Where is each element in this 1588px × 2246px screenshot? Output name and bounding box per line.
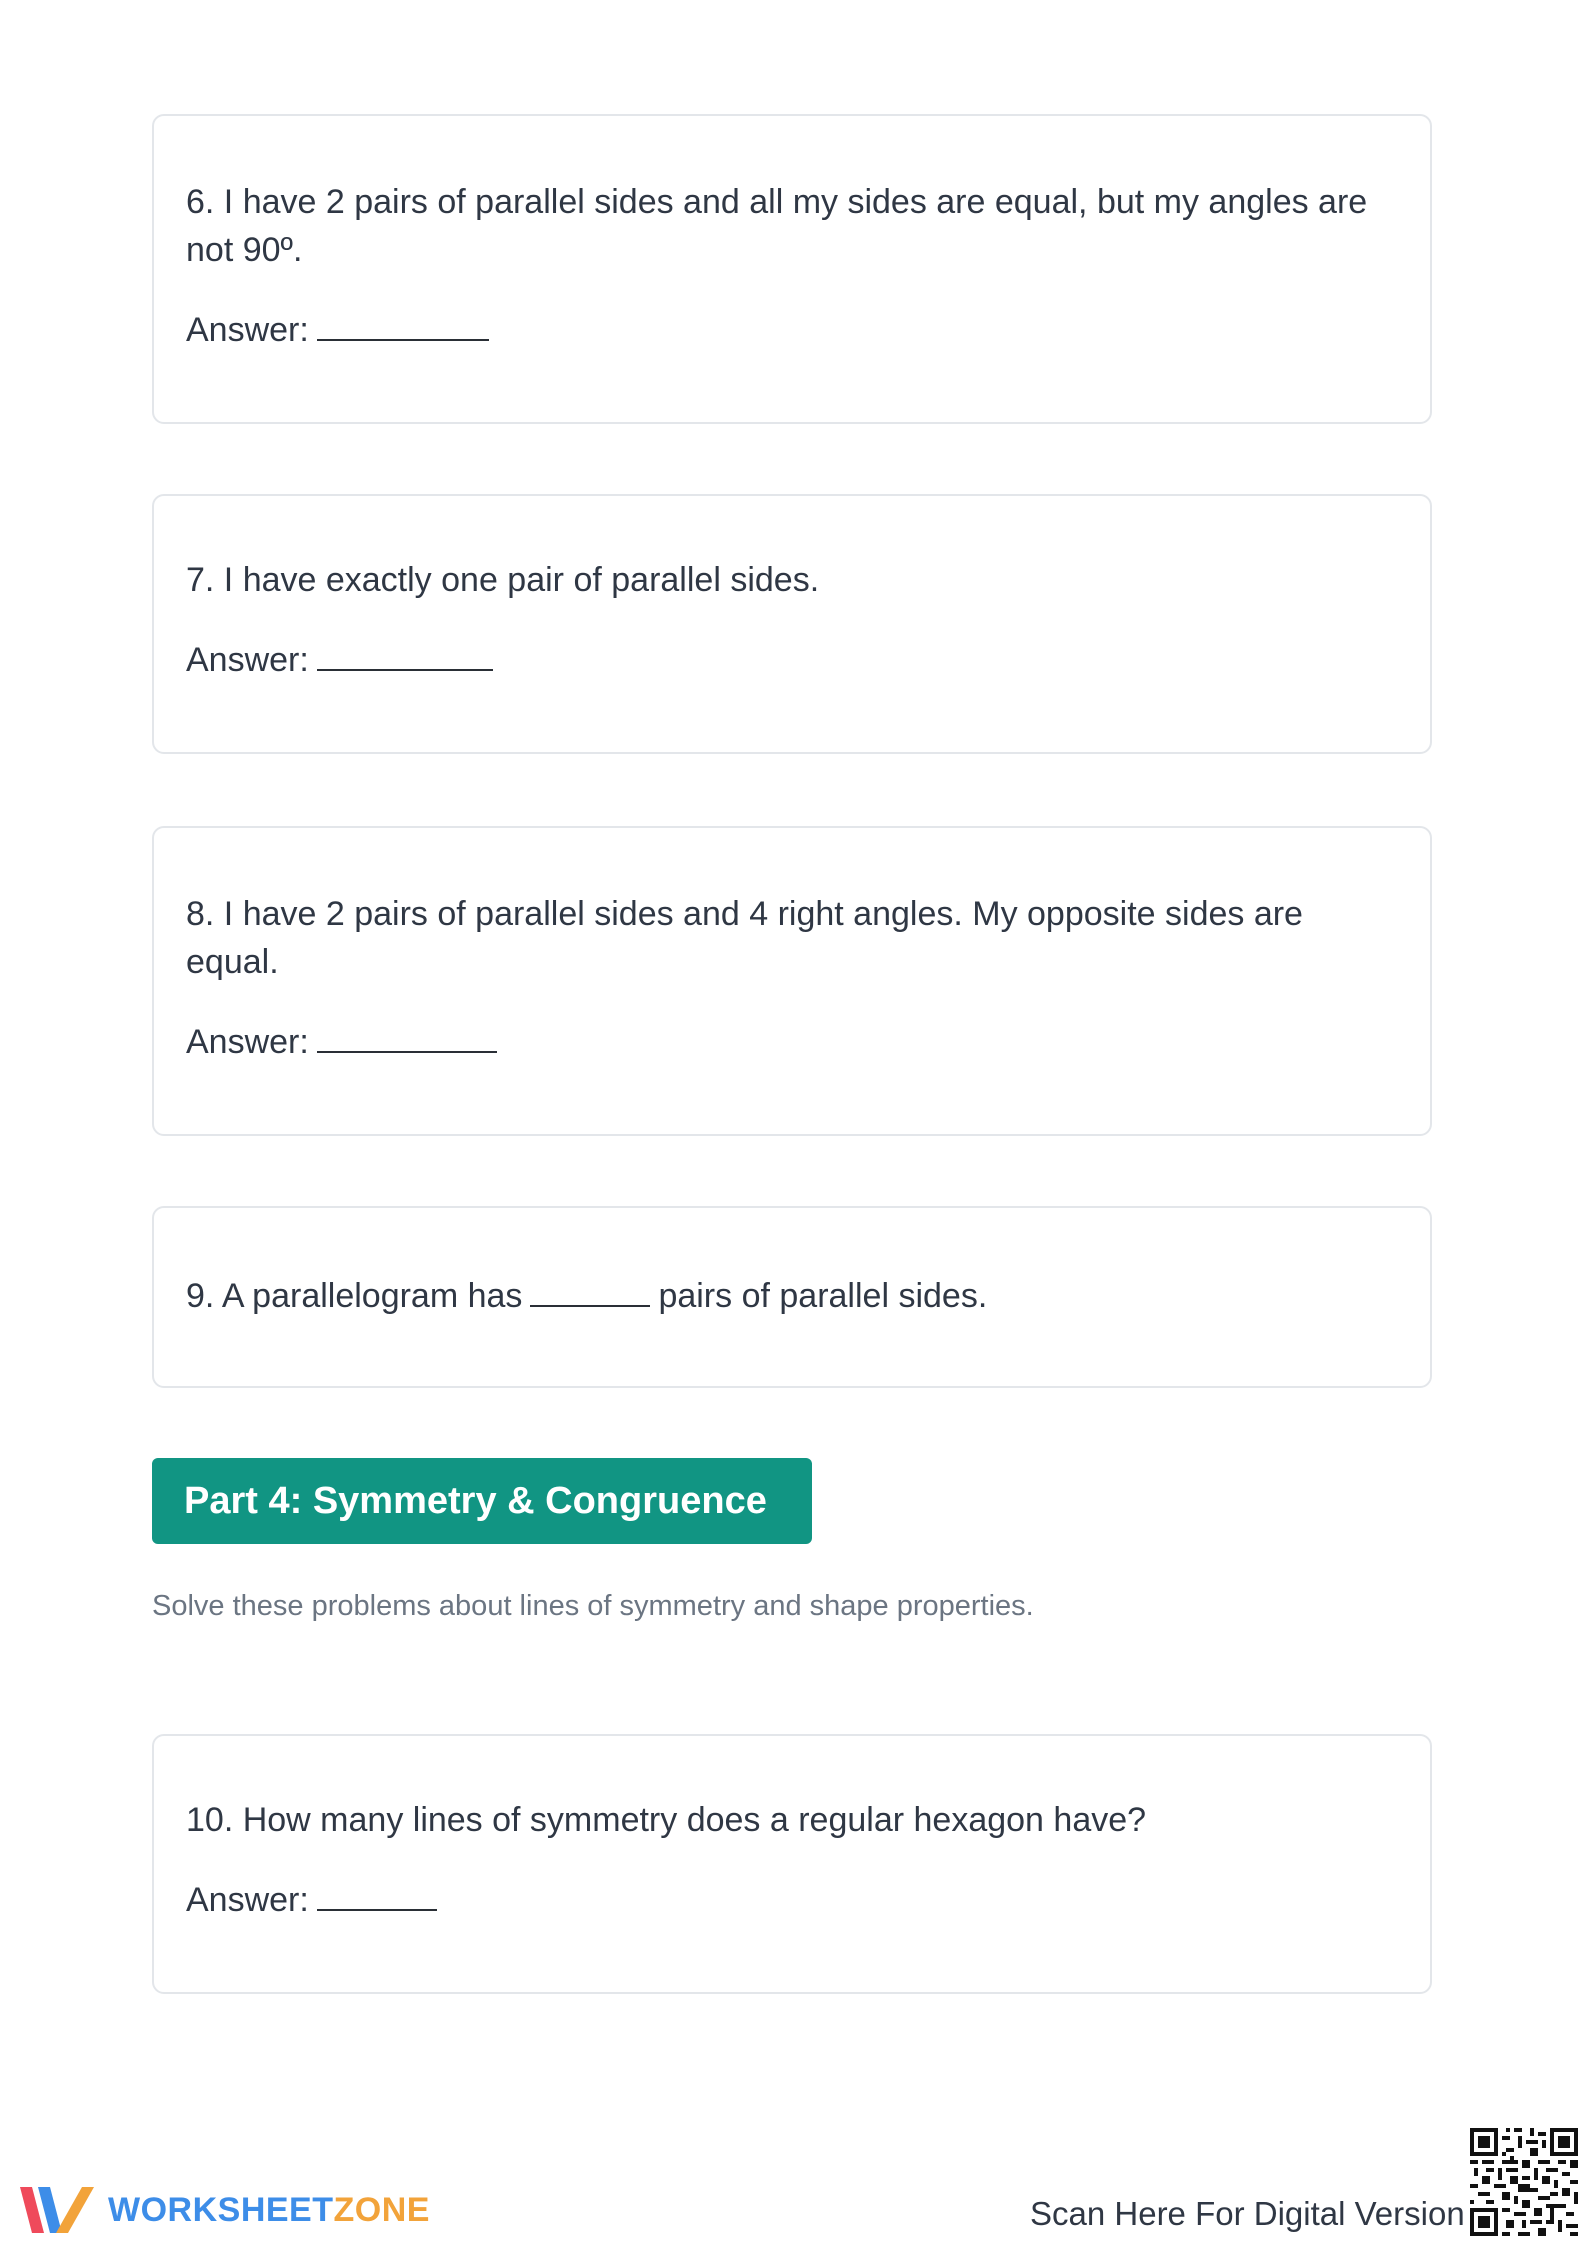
answer-label: Answer: [186,641,309,679]
question-card-8 [152,826,1432,1136]
question-card-10 [152,1734,1432,1994]
worksheetzone-logo[interactable] [18,2180,430,2240]
question-text: 6. I have 2 pairs of parallel sides and all my sides are equal, but my angles are not 90º. [186,183,1368,269]
question-card-7 [152,494,1432,754]
logo-text-worksheet: WORKSHEET [108,2190,334,2229]
answer-row [186,1876,437,1924]
logo-text-zone: ZONE [333,2190,430,2229]
part-4-header: Part 4: Symmetry & Congruence [152,1458,812,1544]
answer-row [186,636,493,684]
worksheetzone-w-icon [18,2181,96,2239]
question-text: 10. How many lines of symmetry does a regular hexagon have? [186,1801,1147,1839]
qr-code-icon[interactable] [1470,2128,1578,2236]
answer-blank[interactable] [317,309,489,341]
answer-label: Answer: [186,1881,309,1919]
question-text: 7. I have exactly one pair of parallel sides. [186,561,820,599]
answer-label: Answer: [186,311,309,349]
question-text-before: 9. A parallelogram has [186,1277,523,1315]
question-text: 8. I have 2 pairs of parallel sides and 4 right angles. My opposite sides are equal. [186,895,1303,981]
question-text-row [186,1272,987,1320]
logo-text [108,2191,430,2230]
answer-label: Answer: [186,1023,309,1061]
question-card-6 [152,114,1432,424]
scan-here-text: Scan Here For Digital Version [1030,2195,1465,2232]
answer-blank[interactable] [317,639,493,671]
answer-blank[interactable] [317,1021,497,1053]
question-text-after: pairs of parallel sides. [658,1277,988,1315]
answer-row [186,1018,497,1066]
answer-blank[interactable] [317,1879,437,1911]
answer-row [186,306,489,354]
part-4-instructions: Solve these problems about lines of symmetry and shape properties. [152,1590,1034,1622]
question-card-9 [152,1206,1432,1388]
inline-answer-blank[interactable] [530,1275,650,1307]
